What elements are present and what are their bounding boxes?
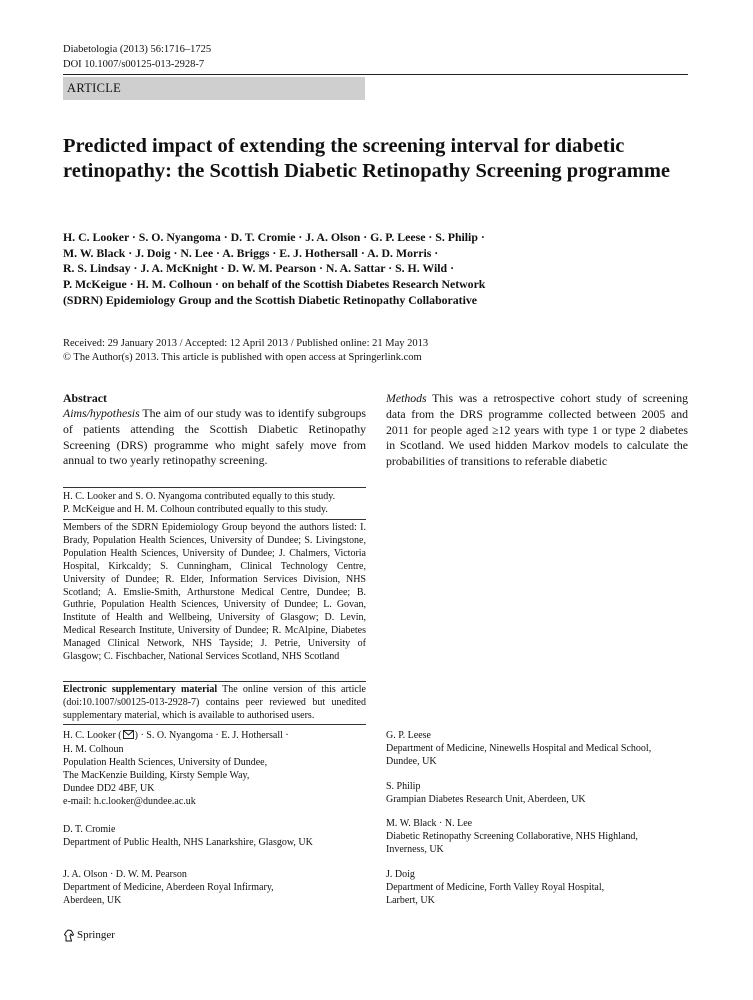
aims-text: The aim of our study was to identify subgroups of patients attending the Scottish Diabetic Retinopathy Screening (DRS) programme who might safely move from annual to two yearly retinopathy screening. — [63, 406, 366, 468]
notes-rule — [63, 724, 366, 725]
author-line: (SDRN) Epidemiology Group and the Scottish Diabetic Retinopathy Collaborative — [63, 292, 478, 307]
methods-label: Methods — [386, 391, 427, 405]
affiliation-block — [386, 868, 688, 907]
notes-rule — [63, 681, 366, 682]
affiliation-names: M. W. Black · N. Lee — [386, 818, 473, 829]
affiliation-names: G. P. Leese — [386, 730, 431, 741]
abstract-heading: Abstract — [63, 391, 107, 405]
springer-horse-icon — [63, 929, 75, 942]
affiliation-line: Department of Medicine, Ninewells Hospital and Medical School, — [386, 743, 652, 754]
received-accepted-line: Received: 29 January 2013 / Accepted: 12 April 2013 / Published online: 21 May 2013 — [63, 338, 429, 349]
article-title: Predicted impact of extending the screening interval for diabetic retinopathy: the Scottish Diabetic Retinopathy Screening programme — [63, 135, 670, 182]
affiliation-block — [63, 868, 366, 907]
abstract-methods — [386, 391, 688, 470]
aims-label: Aims/hypothesis — [63, 406, 140, 420]
affiliation-line: The MacKenzie Building, Kirsty Semple Way, — [63, 770, 250, 781]
article-type-label: ARTICLE — [63, 77, 365, 100]
affiliation-block — [63, 729, 366, 808]
affiliation-names: D. T. Cromie — [63, 824, 116, 835]
affiliation-block — [386, 817, 688, 856]
equal-contribution-notes — [63, 491, 366, 517]
affiliation-line: Department of Medicine, Aberdeen Royal Infirmary, — [63, 882, 274, 893]
affiliation-line: Diabetic Retinopathy Screening Collaborative, NHS Highland, — [386, 831, 638, 842]
affiliation-block — [63, 823, 366, 849]
affiliation-names: H. C. Looker ( ) · S. O. Nyangoma · E. J. Hothersall · — [63, 730, 289, 741]
author-line: M. W. Black · J. Doig · N. Lee · A. Briggs · E. J. Hothersall · A. D. Morris · — [63, 245, 439, 260]
affiliation-block — [386, 729, 688, 768]
copyright-line: © The Author(s) 2013. This article is published with open access at Springerlink.com — [63, 352, 422, 363]
affiliation-line: Department of Medicine, Forth Valley Royal Hospital, — [386, 882, 605, 893]
header-rule — [63, 74, 688, 75]
affiliation-line: H. M. Colhoun — [63, 744, 124, 755]
esm-label: Electronic supplementary material — [63, 684, 218, 695]
author-list — [63, 230, 543, 309]
publication-dates — [63, 337, 523, 365]
author-line: P. McKeigue · H. M. Colhoun · on behalf of the Scottish Diabetes Research Network — [63, 277, 486, 292]
notes-rule — [63, 487, 366, 488]
esm-note — [63, 684, 366, 723]
publisher-logo — [63, 928, 115, 942]
esm-text: The online version of this article (doi:10.1007/s00125-013-2928-7) contains peer reviewed but unedited supplementary material, which is available to authorised users. — [63, 684, 366, 721]
publisher-name: Springer — [77, 929, 115, 941]
affiliation-line: Grampian Diabetes Research Unit, Aberdeen, UK — [386, 794, 586, 805]
affiliation-names: S. Philip — [386, 781, 421, 792]
author-email[interactable]: e-mail: h.c.looker@dundee.ac.uk — [63, 796, 196, 807]
sdrn-members-note: Members of the SDRN Epidemiology Group beyond the authors listed: I. Brady, Population Health Sciences, University of Dundee; S. Livingstone, Population Health Sciences, University of Dundee; J. Chalmers, Victoria Hospital, Kirkcaldy; S. Cunningham, Clinical Technology Centre, University of Dundee; R. Elder, Information Services Division, NHS Scotland; A. Emslie-Smith, Arthurstone Medical Centre, Dundee; B. Guthrie, Population Health Sciences, University of Dundee; L. Govan, Institute of Health and Wellbeing, University of Glasgow; D. Levin, Medical Research Institute, University of Dundee; R. McAlpine, Diabetes Managed Clinical Network, NHS Tayside; J. Petrie, University of Glasgow; C. Fischbacher, National Services Scotland, NHS Scotland — [63, 522, 366, 663]
affiliation-block — [386, 780, 688, 806]
equal-contribution-note: P. McKeigue and H. M. Colhoun contributed equally to this study. — [63, 503, 328, 515]
envelope-icon[interactable] — [123, 730, 134, 743]
author-line: H. C. Looker · S. O. Nyangoma · D. T. Cromie · J. A. Olson · G. P. Leese · S. Philip · — [63, 230, 485, 244]
equal-contribution-note: H. C. Looker and S. O. Nyangoma contributed equally to this study. — [63, 491, 336, 502]
abstract-aims — [63, 406, 366, 469]
affiliation-line: Inverness, UK — [386, 844, 444, 855]
affiliation-line: Population Health Sciences, University of Dundee, — [63, 757, 268, 768]
doi-link[interactable]: DOI 10.1007/s00125-013-2928-7 — [63, 59, 205, 70]
affiliation-line: Aberdeen, UK — [63, 895, 122, 906]
methods-text: This was a retrospective cohort study of screening data from the DRS programme collected between 2005 and 2011 for people aged ≥12 years with type 1 or type 2 diabetes in Scotland. We used hidden Markov models to calculate the probabilities of transitions to referable diabetic — [386, 391, 688, 469]
author-line: R. S. Lindsay · J. A. McKnight · D. W. M. Pearson · N. A. Sattar · S. H. Wild · — [63, 261, 455, 276]
affiliation-names: J. Doig — [386, 869, 415, 880]
affiliation-line: Dundee DD2 4BF, UK — [63, 783, 155, 794]
affiliation-line: Department of Public Health, NHS Lanarkshire, Glasgow, UK — [63, 837, 313, 848]
affiliation-names: J. A. Olson · D. W. M. Pearson — [63, 869, 187, 880]
affiliation-line: Dundee, UK — [386, 756, 437, 767]
notes-rule — [63, 519, 366, 520]
journal-citation: Diabetologia (2013) 56:1716–1725 — [63, 44, 212, 55]
affiliation-line: Larbert, UK — [386, 895, 435, 906]
